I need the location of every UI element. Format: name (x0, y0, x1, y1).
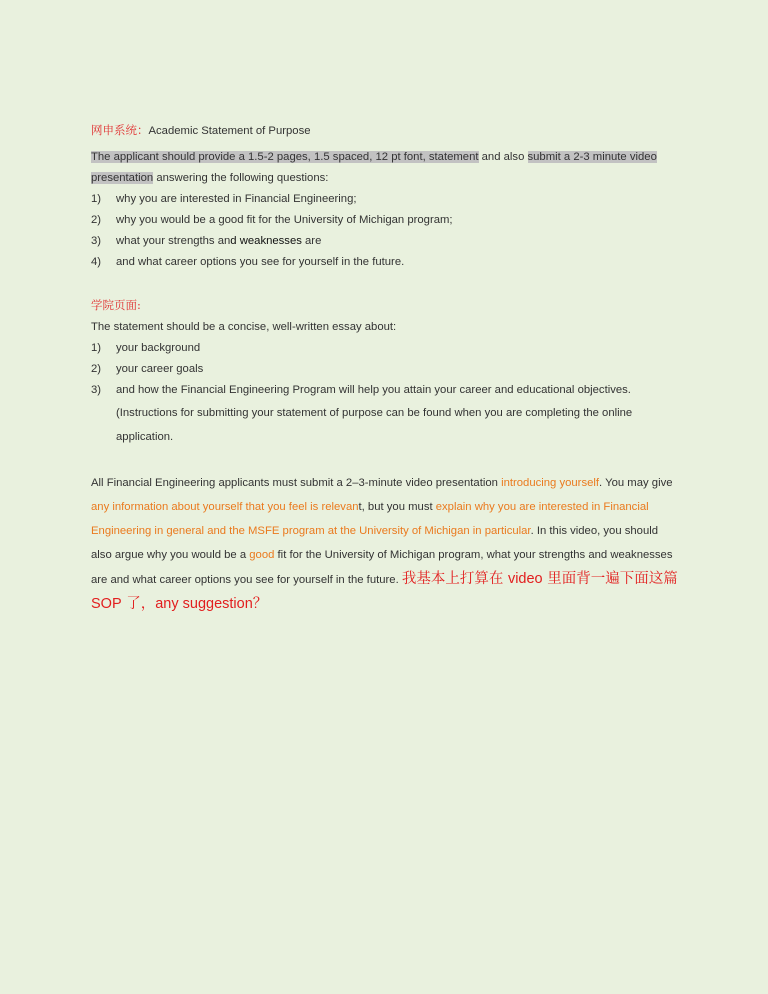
section2-note: (Instructions for submitting your statement of purpose can be found when you are completing the online application. (116, 407, 633, 443)
list-number: 1) (91, 193, 102, 205)
section2-heading-cn: 学院页面: (91, 298, 141, 312)
paragraph-text: . You may give (599, 477, 673, 489)
paragraph-text: fit for the University of Michigan program, what your strengths and weaknesses are and what career options you see for yourself in the future. (91, 549, 673, 586)
list-text-emphasis: d weaknesses (230, 235, 302, 247)
orange-highlight: any information about yourself that you feel is relevan (91, 501, 359, 513)
red-comment: any suggestion (155, 596, 253, 612)
orange-highlight: good (249, 549, 275, 561)
list-item (91, 231, 681, 252)
list-text: and how the Financial Engineering Program will help you attain your career and educational objectives. (116, 384, 631, 396)
list-number: 4) (91, 256, 102, 268)
list-text-part: are (301, 235, 322, 247)
list-text: why you are interested in Financial Engineering; (116, 193, 357, 205)
orange-highlight: explain why you are interested in Financial Engineering in general and the MSFE program at the University of Michigan in particular (91, 501, 649, 537)
orange-highlight: introducing yourself (501, 477, 600, 489)
list-text: your career goals (116, 363, 204, 375)
list-number: 2) (91, 214, 102, 226)
list-item (91, 210, 681, 231)
red-comment: 我基本上打算在 (401, 571, 508, 587)
list-item (91, 189, 681, 210)
section3-paragraph (91, 471, 681, 617)
red-comment: SOP (91, 596, 122, 612)
section1-heading-en: Academic Statement of Purpose (148, 125, 311, 137)
list-text: and what career options you see for yourself in the future. (116, 256, 405, 268)
section1-heading-cn: 网申系统： (91, 123, 149, 137)
highlight-video-requirement: submit a 2-3 minute video presentation (91, 151, 657, 184)
list-text (116, 231, 321, 252)
intro-text: and also (478, 151, 528, 163)
list-number: 3) (91, 235, 102, 247)
document-body (91, 120, 681, 617)
red-comment: video (507, 571, 543, 587)
list-number: 2) (91, 363, 102, 375)
list-item (91, 338, 681, 359)
section2-topic-list (91, 338, 681, 401)
section2-intro: The statement should be a concise, well-written essay about: (91, 321, 397, 333)
section1-question-list (91, 189, 681, 273)
paragraph-text: . In this video, you should also argue why you would be a (91, 525, 659, 561)
red-comment: 了， (121, 596, 156, 612)
section1-heading (91, 120, 681, 142)
paragraph-text: t, but you must (358, 501, 436, 513)
list-text: why you would be a good fit for the University of Michigan program; (116, 214, 453, 226)
section1-intro (91, 147, 681, 189)
section2-heading (91, 295, 681, 317)
list-text-part: what your strengths an (116, 235, 231, 247)
highlight-statement-requirement: The applicant should provide a 1.5-2 pages, 1.5 spaced, 12 pt font, statement (91, 151, 479, 163)
red-comment: ？ (252, 596, 268, 612)
red-comment: 里面背一遍下面这篇 (542, 571, 678, 587)
paragraph-text: All Financial Engineering applicants must submit a 2–3-minute video presentation (91, 477, 502, 489)
list-item (91, 252, 681, 273)
list-number: 1) (91, 342, 102, 354)
intro-text-tail: answering the following questions: (153, 172, 329, 184)
list-text: your background (116, 342, 201, 354)
list-item (91, 359, 681, 380)
list-number: 3) (91, 384, 102, 396)
list-item (91, 380, 681, 401)
